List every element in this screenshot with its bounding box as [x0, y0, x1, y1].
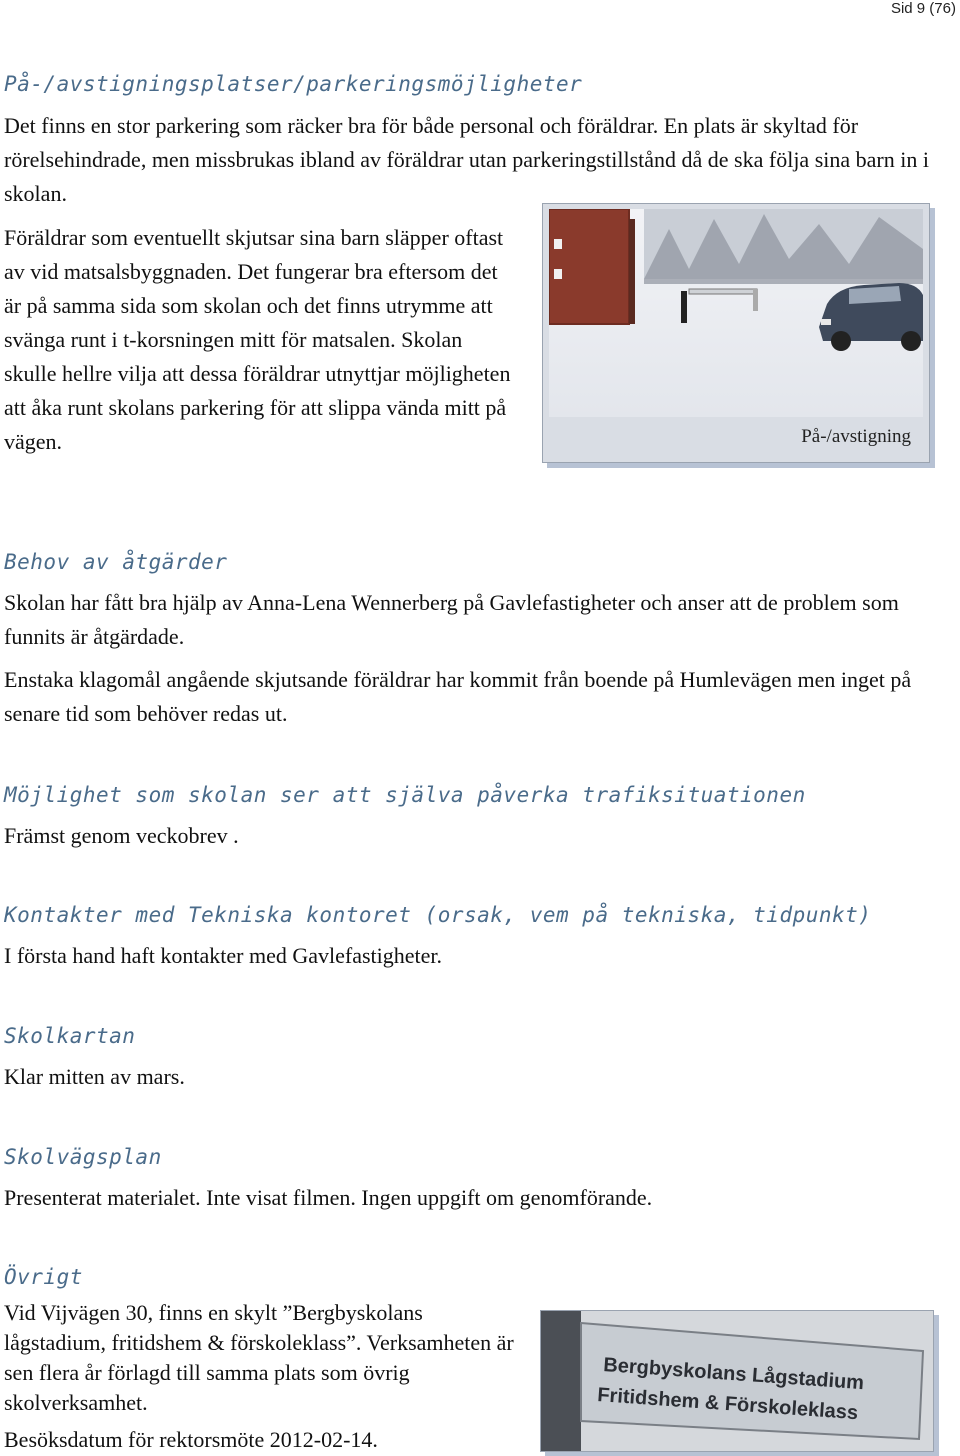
- page-number: Sid 9 (76): [890, 0, 956, 17]
- sign-photo-image: [541, 1311, 933, 1451]
- heading-other: Övrigt: [4, 1265, 83, 1289]
- heading-parking: På-/avstigningsplatser/parkeringsmöjligheter: [4, 72, 583, 96]
- heading-influence: Möjlighet som skolan ser att själva påverka trafiksituationen: [4, 783, 806, 807]
- parking-paragraph-2: Föräldrar som eventuellt skjutsar sina barn släpper oftast av vid matsalsbyggnaden. Det fungerar bra eftersom det är på samma sida som skolan och det finns utrymme att svänga runt i t-korsningen mitt för matsalen. Skolan skulle hellre vilja att dessa föräldrar utnyttjar möjligheten att åka runt skolans parkering för att slippa vända mitt på vägen.: [4, 225, 511, 454]
- parking-photo-image: [549, 209, 923, 417]
- parking-photo: [542, 203, 930, 463]
- parking-photo-caption: På-/avstigning: [801, 426, 911, 447]
- sign-photo: [540, 1310, 934, 1452]
- needs-paragraph-2: Enstaka klagomål angående skjutsande föräldrar har kommit från boende på Humlevägen men inget på senare tid som behöver redas ut.: [4, 667, 912, 726]
- heading-schoolmap: Skolkartan: [4, 1024, 136, 1048]
- other-paragraph-2: Besöksdatum för rektorsmöte 2012-02-14.: [4, 1427, 378, 1452]
- parking-paragraph-1: Det finns en stor parkering som räcker bra för både personal och föräldrar. En plats är skyltad för rörelsehindrade, men missbrukas ibland av föräldrar utan parkeringstillstånd då de ska följa sina barn in i skolan.: [4, 113, 929, 206]
- sign-line-2: Fritidshem & Förskoleklass: [596, 1384, 859, 1425]
- contacts-paragraph-1: I första hand haft kontakter med Gavlefastigheter.: [4, 943, 443, 968]
- heading-contacts: Kontakter med Tekniska kontoret (orsak, vem på tekniska, tidpunkt): [4, 903, 872, 927]
- influence-paragraph-1: Främst genom veckobrev .: [4, 823, 239, 848]
- needs-paragraph-1: Skolan har fått bra hjälp av Anna-Lena Wennerberg på Gavlefastigheter och anser att de problem som funnits är åtgärdade.: [4, 590, 899, 649]
- schoolroute-paragraph-1: Presenterat materialet. Inte visat filmen. Ingen uppgift om genomförande.: [4, 1185, 653, 1210]
- heading-schoolroute: Skolvägsplan: [4, 1145, 162, 1169]
- other-paragraph-1: Vid Vijvägen 30, finns en skylt ”Bergbyskolans lågstadium, fritidshem & förskoleklass”. Verksamheten är sen flera år förlagd till samma plats som övrig skolverksamhet.: [4, 1300, 514, 1415]
- heading-needs: Behov av åtgärder: [4, 550, 228, 574]
- schoolmap-paragraph-1: Klar mitten av mars.: [4, 1064, 185, 1089]
- sign-line-1: Bergbyskolans Lågstadium: [602, 1354, 865, 1395]
